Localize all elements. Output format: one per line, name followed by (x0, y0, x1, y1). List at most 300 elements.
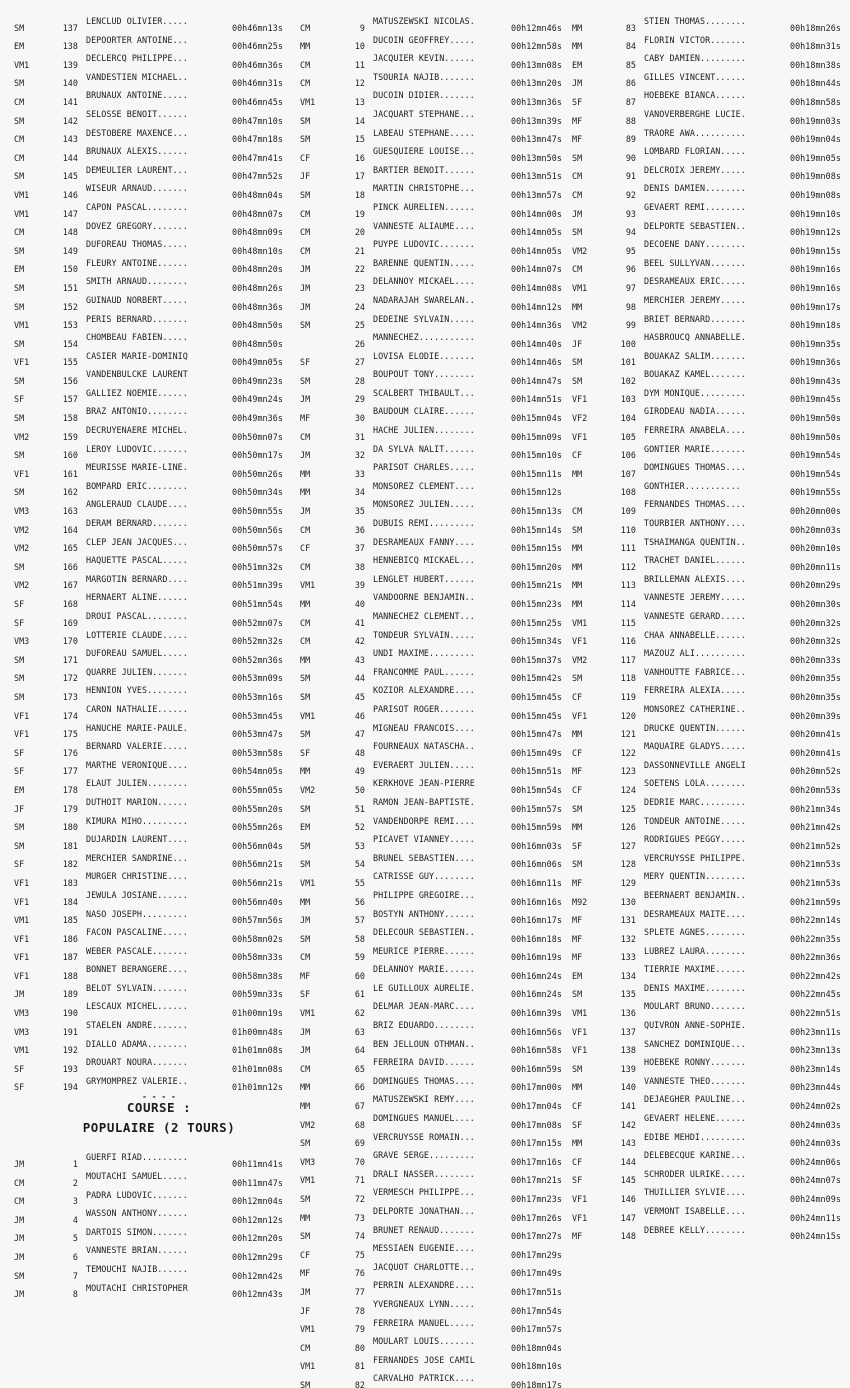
result-row (300, 923, 570, 942)
finish-time: 00h20mn52s (790, 766, 841, 775)
result-row (14, 533, 304, 552)
result-row (300, 607, 570, 626)
category: SM (300, 1379, 311, 1388)
category: MM (572, 1138, 583, 1147)
finish-time: 00h14mn36s (511, 320, 562, 329)
finish-time: 00h53mn16s (232, 691, 283, 700)
result-row (572, 365, 850, 384)
runner-name: BRILLEMAN ALEXIS.... (644, 573, 746, 584)
bib-number: 137 (620, 1026, 636, 1035)
category: VM1 (300, 1361, 316, 1370)
result-row (300, 960, 570, 979)
category: VM2 (14, 431, 30, 440)
runner-name: FERREIRA DAVID...... (373, 1057, 475, 1068)
bib-number: 181 (62, 840, 78, 849)
finish-time: 00h46mn36s (232, 59, 283, 68)
finish-time: 00h58mn02s (232, 933, 283, 942)
runner-name: CASIER MARIE-DOMINIQ (86, 350, 188, 361)
finish-time: 00h52mn32s (232, 636, 283, 645)
bib-number: 179 (62, 803, 78, 812)
runner-name: GIRODEAU NADIA...... (644, 406, 746, 417)
finish-time: 00h52mn36s (232, 654, 283, 663)
finish-time: 00h12mn58s (511, 41, 562, 50)
runner-name: VANDESTIEN MICHAEL.. (86, 71, 188, 82)
finish-time: 01h00mn19s (232, 1008, 283, 1017)
finish-time: 01h01mn08s (232, 1045, 283, 1054)
runner-name: JACQUOT CHARLOTTE... (373, 1261, 475, 1272)
finish-time: 00h15mn45s (511, 710, 562, 719)
bib-number: 127 (620, 840, 636, 849)
runner-name: TSHAIMANGA QUENTIN.. (644, 536, 746, 547)
result-row (14, 960, 304, 979)
result-row (14, 905, 304, 924)
runner-name: DYM MONIQUE......... (644, 387, 746, 398)
bib-number: 141 (62, 96, 78, 105)
category: SM (572, 673, 583, 682)
finish-time: 00h15mn15s (511, 543, 562, 552)
bib-number: 3 (72, 1196, 78, 1205)
bib-number: 159 (62, 431, 78, 440)
finish-time: 00h48mn50s (232, 320, 283, 329)
runner-name: DRUCKE QUENTIN...... (644, 722, 746, 733)
finish-time: 00h14mn12s (511, 301, 562, 310)
category: CM (14, 1177, 25, 1186)
result-row (300, 514, 570, 533)
finish-time: 00h46mn31s (232, 78, 283, 87)
category: EM (572, 970, 583, 979)
bib-number: 82 (354, 1379, 365, 1388)
runner-name: DOMINGUES THOMAS.... (373, 1075, 475, 1086)
runner-name: BAUDOUM CLAIRE...... (373, 406, 475, 417)
runner-name: MARTIN CHRISTOPHE... (373, 183, 475, 194)
runner-name: HERNAERT ALINE...... (86, 592, 188, 603)
finish-time: 00h19mn03s (790, 115, 841, 124)
result-row (572, 960, 850, 979)
category: SM (572, 227, 583, 236)
bib-number: 177 (62, 766, 78, 775)
bib-number: 37 (354, 543, 365, 552)
finish-time: 00h22mn36s (790, 952, 841, 961)
runner-name: DEPOORTER ANTOINE... (86, 34, 188, 45)
finish-time: 00h20mn10s (790, 543, 841, 552)
category: VM2 (14, 524, 30, 533)
category: JF (572, 338, 583, 347)
category: EM (14, 784, 25, 793)
runner-name: GUERFI RIAD......... (86, 1152, 188, 1163)
runner-name: TONDEUR SYLVAIN..... (373, 629, 475, 640)
result-row (572, 1109, 850, 1128)
bib-number: 136 (620, 1008, 636, 1017)
runner-name: DEMEULIER LAURENT... (86, 164, 188, 175)
result-row (572, 1053, 850, 1072)
result-row (572, 644, 850, 663)
category: VF1 (572, 394, 588, 403)
runner-name: NASO JOSEPH......... (86, 908, 188, 919)
finish-time: 00h19mn04s (790, 134, 841, 143)
finish-time: 00h17mn26s (511, 1212, 562, 1221)
bib-number: 126 (620, 822, 636, 831)
category: SM (300, 691, 311, 700)
category: MM (300, 1101, 311, 1110)
category: VM3 (14, 1026, 30, 1035)
category: MM (572, 822, 583, 831)
category: SM (300, 840, 311, 849)
result-row (14, 86, 304, 105)
finish-time: 00h19mn18s (790, 320, 841, 329)
result-row (572, 774, 850, 793)
result-row (572, 105, 850, 124)
bib-number: 153 (62, 320, 78, 329)
runner-name: DELANNOY MARIE...... (373, 964, 475, 975)
finish-time: 00h14mn07s (511, 264, 562, 273)
runner-name: BERNARD VALERIE..... (86, 741, 188, 752)
finish-time: 00h13mn20s (511, 78, 562, 87)
runner-name: ELAUT JULIEN........ (86, 778, 188, 789)
finish-time: 00h21mn53s (790, 859, 841, 868)
result-row (572, 551, 850, 570)
result-row (300, 812, 570, 831)
bib-number: 168 (62, 599, 78, 607)
runner-name: PICAVET VIANNEY..... (373, 834, 475, 845)
finish-time: 00h19mn55s (790, 487, 841, 496)
bib-number: 20 (354, 227, 365, 236)
bib-number: 131 (620, 915, 636, 924)
runner-name: LESCAUX MICHEL...... (86, 1001, 188, 1012)
category: MM (572, 580, 583, 589)
finish-time: 00h18mn04s (511, 1342, 562, 1351)
finish-time: 00h14mn00s (511, 208, 562, 217)
bib-number: 132 (620, 933, 636, 942)
finish-time: 00h18mn44s (790, 78, 841, 87)
runner-name: VANDOORNE BENJAMIN.. (373, 592, 475, 603)
runner-name: MONSOREZ JULIEN..... (373, 499, 475, 510)
bib-number: 42 (354, 636, 365, 645)
result-row (572, 421, 850, 440)
runner-name: GILLES VINCENT...... (644, 71, 746, 82)
runner-name: BARENNE QUENTIN..... (373, 257, 475, 268)
bib-number: 85 (625, 59, 636, 68)
runner-name: WISEUR ARNAUD....... (86, 183, 188, 194)
result-row (572, 588, 850, 607)
result-row (300, 1146, 570, 1165)
runner-name: LOVISA ELODIE....... (373, 350, 475, 361)
result-row (14, 700, 304, 719)
finish-time: 00h17mn29s (511, 1249, 562, 1258)
bib-number: 28 (354, 375, 365, 384)
runner-name: SANCHEZ DOMINIQUE... (644, 1038, 746, 1049)
finish-time: 00h19mn43s (790, 375, 841, 384)
category: SM (572, 524, 583, 533)
bib-number: 170 (62, 636, 78, 645)
category: SF (572, 840, 583, 849)
category: CF (572, 1156, 583, 1165)
finish-time: 00h24mn03s (790, 1119, 841, 1128)
result-row (572, 310, 850, 329)
finish-time: 00h20mn41s (790, 729, 841, 738)
category: SM (300, 673, 311, 682)
result-row (300, 198, 570, 217)
runner-name: DECOENE DANY........ (644, 239, 746, 250)
finish-time: 00h51mn54s (232, 599, 283, 607)
bib-number: 30 (354, 413, 365, 422)
bib-number: 71 (354, 1175, 365, 1184)
result-row (14, 1260, 304, 1279)
category: SM (300, 1138, 311, 1147)
result-row (300, 663, 570, 682)
category: VF1 (572, 636, 588, 645)
category: SF (14, 1063, 25, 1072)
result-row (572, 1202, 850, 1221)
runner-name: PADRA LUDOVIC....... (86, 1189, 188, 1200)
finish-time: 00h48mn09s (232, 227, 283, 236)
runner-name: DUCOIN DIDIER....... (373, 90, 475, 101)
result-row (14, 588, 304, 607)
finish-time: 00h14mn51s (511, 394, 562, 403)
finish-time: 00h12mn43s (232, 1289, 283, 1298)
bib-number: 191 (62, 1026, 78, 1035)
result-row (572, 1035, 850, 1054)
runner-name: JEWULA JOSIANE...... (86, 889, 188, 900)
category: JM (300, 1026, 311, 1035)
result-row (300, 1165, 570, 1184)
results-list-previous-race (14, 12, 304, 1090)
result-row (14, 626, 304, 645)
results-column-1 (14, 12, 304, 1297)
category: VM3 (14, 636, 30, 645)
finish-time: 00h19mn54s (790, 468, 841, 477)
finish-time: 00h20mn35s (790, 691, 841, 700)
finish-time: 00h53mn09s (232, 673, 283, 682)
category: MM (572, 22, 583, 31)
result-row (14, 1279, 304, 1298)
finish-time: 00h48mn36s (232, 301, 283, 310)
finish-time: 00h22mn45s (790, 989, 841, 998)
bib-number: 151 (62, 282, 78, 291)
runner-name: MANNECHEZ........... (373, 332, 475, 343)
finish-time: 00h20mn41s (790, 747, 841, 756)
result-row (572, 663, 850, 682)
result-row (572, 700, 850, 719)
finish-time: 00h55mn05s (232, 784, 283, 793)
bib-number: 103 (620, 394, 636, 403)
bib-number: 172 (62, 673, 78, 682)
runner-name: HACHE JULIEN........ (373, 425, 475, 436)
finish-time: 00h20mn39s (790, 710, 841, 719)
bib-number: 65 (354, 1063, 365, 1072)
finish-time: 00h22mn42s (790, 970, 841, 979)
finish-time: 00h19mn16s (790, 264, 841, 273)
result-row (572, 1128, 850, 1147)
result-row (14, 347, 304, 366)
category: VF1 (572, 431, 588, 440)
bib-number: 95 (625, 245, 636, 254)
category: CF (572, 1101, 583, 1110)
finish-time: 00h20mn30s (790, 599, 841, 607)
bib-number: 167 (62, 580, 78, 589)
bib-number: 7 (72, 1270, 78, 1279)
category: SF (14, 766, 25, 775)
bib-number: 109 (620, 506, 636, 515)
runner-name: STIEN THOMAS........ (644, 16, 746, 26)
result-row (300, 644, 570, 663)
runner-name: QUIVRON ANNE-SOPHIE. (644, 1020, 746, 1031)
category: CM (300, 636, 311, 645)
runner-name: FOURNEAUX NATASCHA.. (373, 741, 475, 752)
runner-name: GUINAUD NORBERT..... (86, 294, 188, 305)
bib-number: 29 (354, 394, 365, 403)
category: CM (300, 1063, 311, 1072)
finish-time: 00h50mn07s (232, 431, 283, 440)
finish-time: 00h19mn10s (790, 208, 841, 217)
finish-time: 00h47mn10s (232, 115, 283, 124)
finish-time: 00h16mn24s (511, 970, 562, 979)
result-row (300, 1035, 570, 1054)
runner-name: JACQUART STEPHANE... (373, 108, 475, 119)
runner-name: MAQUAIRE GLADYS..... (644, 741, 746, 752)
category: VM1 (14, 208, 30, 217)
category: SM (572, 375, 583, 384)
bib-number: 54 (354, 859, 365, 868)
category: EM (572, 59, 583, 68)
runner-name: DERAM BERNARD....... (86, 518, 188, 529)
finish-time: 00h17mn54s (511, 1305, 562, 1314)
result-row (300, 440, 570, 459)
category: VM3 (14, 1008, 30, 1017)
bib-number: 100 (620, 338, 636, 347)
runner-name: PUYPE LUDOVIC....... (373, 239, 475, 250)
category: SF (300, 747, 311, 756)
result-row (300, 161, 570, 180)
finish-time: 00h15mn51s (511, 766, 562, 775)
result-row (300, 942, 570, 961)
bib-number: 81 (354, 1361, 365, 1370)
finish-time: 00h48mn07s (232, 208, 283, 217)
result-row (14, 254, 304, 273)
result-row (300, 1221, 570, 1240)
bib-number: 138 (62, 41, 78, 50)
runner-name: DELEBECQUE KARINE... (644, 1150, 746, 1161)
category: VF1 (572, 1026, 588, 1035)
bib-number: 166 (62, 561, 78, 570)
runner-name: MATUSZEWSKI REMY.... (373, 1094, 475, 1105)
result-row (300, 1072, 570, 1091)
runner-name: VANHOUTTE FABRICE... (644, 666, 746, 677)
finish-time: 00h55mn26s (232, 822, 283, 831)
category: SF (572, 96, 583, 105)
finish-time: 00h57mn56s (232, 915, 283, 924)
result-row (572, 849, 850, 868)
category: VF2 (572, 413, 588, 422)
runner-name: TOURBIER ANTHONY.... (644, 518, 746, 529)
finish-time: 00h22mn14s (790, 915, 841, 924)
runner-name: FERREIRA ANABELA.... (644, 425, 746, 436)
result-row (572, 161, 850, 180)
bib-number: 183 (62, 877, 78, 886)
category: VM1 (14, 189, 30, 198)
result-row (300, 849, 570, 868)
category: VM1 (14, 915, 30, 924)
runner-name: LOMBARD FLORIAN..... (644, 146, 746, 157)
finish-time: 00h48mn10s (232, 245, 283, 254)
bib-number: 122 (620, 747, 636, 756)
category: JM (300, 282, 311, 291)
runner-name: BOMPARD ERIC........ (86, 480, 188, 491)
category: CM (300, 524, 311, 533)
result-row (14, 681, 304, 700)
category: VF1 (14, 970, 30, 979)
finish-time: 00h14mn47s (511, 375, 562, 384)
runner-name: MURGER CHRISTINE.... (86, 871, 188, 882)
bib-number: 69 (354, 1138, 365, 1147)
result-row (572, 402, 850, 421)
finish-time: 00h16mn19s (511, 952, 562, 961)
category: SF (14, 617, 25, 626)
result-row (14, 217, 304, 236)
runner-name: MOULART LOUIS....... (373, 1336, 475, 1347)
finish-time: 00h14mn08s (511, 282, 562, 291)
category: SM (14, 338, 25, 347)
category: VM2 (572, 654, 588, 663)
result-row (572, 1221, 850, 1240)
bib-number: 31 (354, 431, 365, 440)
category: MM (300, 599, 311, 607)
finish-time: 00h53mn45s (232, 710, 283, 719)
runner-name: BOSTYN ANTHONY...... (373, 908, 475, 919)
category: SM (14, 691, 25, 700)
result-row (300, 793, 570, 812)
result-row (14, 31, 304, 50)
result-row (572, 235, 850, 254)
result-row (572, 681, 850, 700)
finish-time: 00h16mn39s (511, 1008, 562, 1017)
result-row (14, 979, 304, 998)
finish-time: 00h19mn08s (790, 189, 841, 198)
runner-name: FACON PASCALINE..... (86, 927, 188, 938)
category: M92 (572, 896, 588, 905)
category: SM (572, 1063, 583, 1072)
result-row (572, 458, 850, 477)
finish-time: 00h46mn45s (232, 96, 283, 105)
runner-name: FRANCOMME PAUL...... (373, 666, 475, 677)
runner-name: BOUAKAZ SALIM....... (644, 350, 746, 361)
bib-number: 114 (620, 599, 636, 607)
result-row (300, 1202, 570, 1221)
result-row (300, 626, 570, 645)
result-row (572, 12, 850, 31)
bib-number: 185 (62, 915, 78, 924)
category: VM2 (14, 543, 30, 552)
bib-number: 8 (72, 1289, 78, 1298)
result-row (572, 272, 850, 291)
finish-time: 00h12mn12s (232, 1214, 283, 1223)
category: MM (572, 468, 583, 477)
category: SM (14, 487, 25, 496)
finish-time: 00h15mn21s (511, 580, 562, 589)
category: SM (14, 840, 25, 849)
category: VM1 (14, 320, 30, 329)
category: VM2 (572, 245, 588, 254)
runner-name: QUARRE JULIEN....... (86, 666, 188, 677)
category: VM2 (300, 1119, 316, 1128)
category: JM (300, 1045, 311, 1054)
runner-name: MESSIAEN EUGENIE.... (373, 1243, 475, 1254)
category: MM (300, 896, 311, 905)
bib-number: 51 (354, 803, 365, 812)
result-row (14, 179, 304, 198)
finish-time: 00h19mn08s (790, 171, 841, 180)
bib-number: 155 (62, 357, 78, 366)
bib-number: 106 (620, 450, 636, 459)
